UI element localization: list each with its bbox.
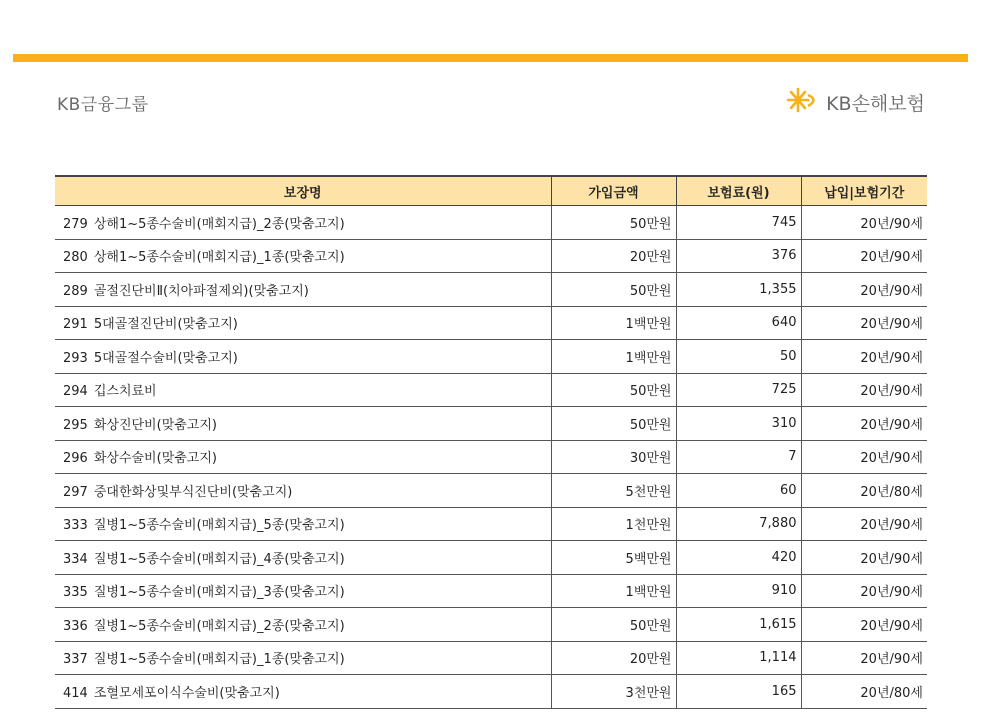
amount-cell: 30만원 — [551, 440, 676, 474]
coverage-cell — [55, 306, 551, 340]
premium-cell: 50 — [676, 340, 801, 374]
coverage-name: 화상수술비(맞춤고지) — [93, 451, 217, 467]
coverage-cell — [55, 641, 551, 675]
amount-cell: 5천만원 — [551, 474, 676, 508]
period-cell: 20년/90세 — [801, 641, 927, 675]
top-accent-bar — [13, 54, 968, 62]
period-cell: 20년/80세 — [801, 474, 927, 508]
coverage-name: 질병1~5종수술비(매회지급)_5종(맞춤고지) — [93, 518, 345, 534]
coverage-code: 294 — [63, 384, 88, 400]
coverage-cell — [55, 407, 551, 441]
period-cell: 20년/90세 — [801, 306, 927, 340]
coverage-code: 414 — [63, 685, 88, 701]
amount-cell: 50만원 — [551, 206, 676, 240]
coverage-table — [55, 175, 927, 709]
coverage-cell — [55, 474, 551, 508]
amount-cell: 50만원 — [551, 407, 676, 441]
col-header-period: 납입|보험기간 — [801, 176, 927, 206]
amount-cell: 1천만원 — [551, 507, 676, 541]
table-row — [55, 675, 927, 709]
col-header-amount: 가입금액 — [551, 176, 676, 206]
coverage-name: 상해1~5종수술비(매회지급)_2종(맞춤고지) — [93, 216, 345, 232]
col-header-coverage: 보장명 — [55, 176, 551, 206]
amount-cell: 1백만원 — [551, 306, 676, 340]
coverage-name: 질병1~5종수술비(매회지급)_4종(맞춤고지) — [93, 551, 345, 567]
coverage-cell — [55, 206, 551, 240]
coverage-name: 상해1~5종수술비(매회지급)_1종(맞춤고지) — [93, 250, 345, 266]
coverage-name: 조혈모세포이식수술비(맞춤고지) — [93, 685, 280, 701]
period-cell: 20년/90세 — [801, 407, 927, 441]
premium-cell: 640 — [676, 306, 801, 340]
premium-cell: 310 — [676, 407, 801, 441]
coverage-name: 질병1~5종수술비(매회지급)_3종(맞춤고지) — [93, 585, 345, 601]
period-cell: 20년/90세 — [801, 541, 927, 575]
kb-insurance-name: KB손해보험 — [826, 92, 925, 115]
col-header-premium: 보험료(원) — [676, 176, 801, 206]
period-cell: 20년/90세 — [801, 574, 927, 608]
premium-cell: 420 — [676, 541, 801, 575]
coverage-cell — [55, 675, 551, 709]
table-header-row — [55, 176, 927, 206]
table-row — [55, 239, 927, 273]
period-cell: 20년/90세 — [801, 507, 927, 541]
premium-cell: 376 — [676, 239, 801, 273]
coverage-code: 296 — [63, 451, 88, 467]
amount-cell: 5백만원 — [551, 541, 676, 575]
table-row — [55, 373, 927, 407]
premium-cell: 745 — [676, 206, 801, 240]
coverage-name: 질병1~5종수술비(매회지급)_1종(맞춤고지) — [93, 652, 345, 668]
kb-star-icon — [786, 86, 820, 118]
table-row — [55, 206, 927, 240]
coverage-code: 289 — [63, 283, 88, 299]
coverage-cell — [55, 273, 551, 307]
premium-cell: 1,355 — [676, 273, 801, 307]
amount-cell: 50만원 — [551, 273, 676, 307]
period-cell: 20년/90세 — [801, 608, 927, 642]
premium-cell: 1,114 — [676, 641, 801, 675]
period-cell: 20년/90세 — [801, 440, 927, 474]
table-row — [55, 574, 927, 608]
coverage-code: 295 — [63, 417, 88, 433]
coverage-cell — [55, 541, 551, 575]
coverage-cell — [55, 507, 551, 541]
amount-cell: 50만원 — [551, 373, 676, 407]
kb-financial-group-logo: KB금융그룹 — [57, 95, 149, 115]
table-row — [55, 641, 927, 675]
period-cell: 20년/90세 — [801, 373, 927, 407]
period-cell: 20년/90세 — [801, 340, 927, 374]
coverage-code: 293 — [63, 350, 88, 366]
coverage-cell — [55, 340, 551, 374]
amount-cell: 1백만원 — [551, 574, 676, 608]
coverage-name: 5대골절진단비(맞춤고지) — [93, 317, 238, 333]
period-cell: 20년/90세 — [801, 239, 927, 273]
premium-cell: 1,615 — [676, 608, 801, 642]
coverage-code: 336 — [63, 618, 88, 634]
table-row — [55, 440, 927, 474]
coverage-name: 골절진단비Ⅱ(치아파절제외)(맞춤고지) — [93, 283, 309, 299]
coverage-name: 화상진단비(맞춤고지) — [93, 417, 217, 433]
table-row — [55, 273, 927, 307]
kb-insurance-logo — [786, 86, 925, 118]
period-cell: 20년/80세 — [801, 675, 927, 709]
coverage-name: 중대한화상및부식진단비(맞춤고지) — [93, 484, 293, 500]
premium-cell: 910 — [676, 574, 801, 608]
coverage-code: 333 — [63, 518, 88, 534]
table-row — [55, 306, 927, 340]
premium-cell: 7,880 — [676, 507, 801, 541]
coverage-code: 337 — [63, 652, 88, 668]
coverage-cell — [55, 608, 551, 642]
coverage-cell — [55, 574, 551, 608]
coverage-name: 5대골절수술비(맞춤고지) — [93, 350, 238, 366]
coverage-cell — [55, 440, 551, 474]
coverage-cell — [55, 373, 551, 407]
coverage-code: 334 — [63, 551, 88, 567]
coverage-code: 291 — [63, 317, 88, 333]
table-row — [55, 541, 927, 575]
amount-cell: 20만원 — [551, 239, 676, 273]
amount-cell: 20만원 — [551, 641, 676, 675]
amount-cell: 1백만원 — [551, 340, 676, 374]
coverage-code: 280 — [63, 250, 88, 266]
coverage-code: 335 — [63, 585, 88, 601]
coverage-code: 297 — [63, 484, 88, 500]
premium-cell: 725 — [676, 373, 801, 407]
coverage-name: 질병1~5종수술비(매회지급)_2종(맞춤고지) — [93, 618, 345, 634]
table-row — [55, 407, 927, 441]
premium-cell: 60 — [676, 474, 801, 508]
coverage-cell — [55, 239, 551, 273]
amount-cell: 3천만원 — [551, 675, 676, 709]
coverage-name: 깁스치료비 — [93, 384, 157, 400]
amount-cell: 50만원 — [551, 608, 676, 642]
period-cell: 20년/90세 — [801, 206, 927, 240]
table-row — [55, 507, 927, 541]
period-cell: 20년/90세 — [801, 273, 927, 307]
table-row — [55, 608, 927, 642]
coverage-code: 279 — [63, 216, 88, 232]
premium-cell: 7 — [676, 440, 801, 474]
premium-cell: 165 — [676, 675, 801, 709]
table-row — [55, 340, 927, 374]
table-row — [55, 474, 927, 508]
